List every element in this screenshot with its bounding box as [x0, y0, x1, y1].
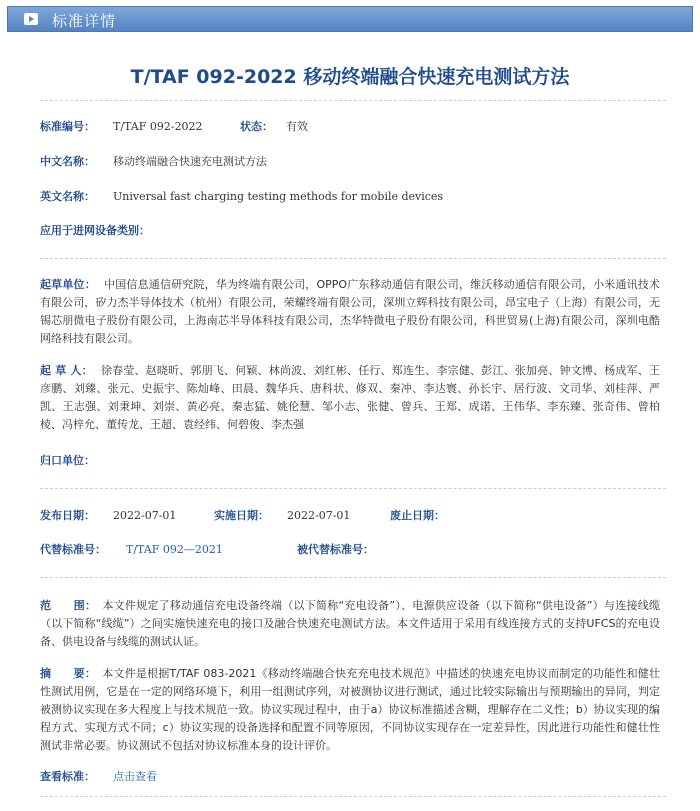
implement-date: 2022-07-01	[287, 509, 351, 522]
abolish-date-label: 废止日期：	[390, 509, 445, 522]
owner-unit-row	[40, 452, 660, 470]
cn-name: 移动终端融合快速充电测试方法	[113, 155, 267, 168]
replaces-row	[40, 541, 660, 559]
divider	[40, 258, 666, 259]
publish-date-label: 发布日期：	[40, 509, 95, 522]
en-name-label: 英文名称：	[40, 190, 95, 203]
status-label: 状态：	[240, 120, 273, 133]
header-title: 标准详情	[52, 12, 117, 30]
drafters-block	[40, 362, 660, 434]
dates-row	[40, 507, 660, 525]
replaces-link[interactable]: T/TAF 092—2021	[126, 543, 223, 556]
standard-number-label: 标准编号：	[40, 120, 95, 133]
divider	[40, 796, 666, 797]
drafters: 徐春莹、赵晓昕、郭朋飞、何颖、林尚波、刘红彬、任行、郑连生、李宗健、彭江、张加亮、钟文博、杨成军、王彦鹏、刘臻、张元、史振宇、陈灿峰、田晨、魏华兵、唐科状、修双、秦冲、李达寰、孙长宇、居行波、文司华、刘桂萍、严凯、王志强、刘秉坤、刘崇、黄必亮、秦志猛、姚伦慧、邹小志、张健、曾兵、王郑、成诺、王伟华、李东臻、张奇伟、曾柏棱、冯梓允、董传龙、王超、袁经纬、何碧俊、李杰强	[40, 364, 660, 431]
drafting-units-block	[40, 276, 660, 348]
abstract-block	[40, 665, 660, 755]
scope: 本文件规定了移动通信充电设备终端（以下简称“充电设备”）、电源供应设备（以下简称“供电设备”）与连接线缆（以下简称“线缆”）之间实施快速充电的接口及融合快速充电测试方法。本文件适用于采用有线连接方式的支持UFCS的充电设备、供电设备与线缆的测试认证。	[40, 599, 660, 648]
divider	[40, 488, 666, 489]
header-bar	[7, 6, 693, 32]
view-standard-link[interactable]: 点击查看	[113, 770, 157, 783]
divider	[40, 100, 666, 101]
publish-date: 2022-07-01	[113, 509, 177, 522]
page-title: T/TAF 092-2022 移动终端融合快速充电测试方法	[130, 66, 570, 88]
drafting-units: 中国信息通信研究院，华为终端有限公司，OPPO广东移动通信有限公司，维沃移动通信有限公司，小米通讯技术有限公司，矽力杰半导体技术（杭州）有限公司，荣耀终端有限公司，深圳立辉科技有限公司，昂宝电子（上海）有限公司，无锡芯朋微电子股份有限公司，上海南芯半导体科技有限公司，杰华特微电子股份有限公司，科世贸易(上海)有限公司，深圳电酷网络科技有限公司。	[40, 278, 660, 345]
scope-label: 范 围：	[40, 599, 97, 612]
play-icon	[24, 13, 38, 25]
drafters-label: 起 草 人：	[40, 364, 93, 377]
standard-number-row	[40, 118, 660, 136]
view-standard-label: 查看标准：	[40, 770, 95, 783]
owner-unit-label: 归口单位：	[40, 454, 95, 467]
en-name-row	[40, 188, 660, 206]
abstract-label: 摘 要：	[40, 667, 97, 680]
implement-date-label: 实施日期：	[214, 509, 269, 522]
cn-name-row	[40, 153, 660, 171]
cn-name-label: 中文名称：	[40, 155, 95, 168]
divider	[40, 577, 666, 578]
view-standard-row	[40, 768, 660, 786]
drafting-units-label: 起草单位：	[40, 278, 96, 291]
device-category-label: 应用于进网设备类别：	[40, 224, 150, 237]
replaced-by-label: 被代替标准号：	[297, 543, 374, 556]
replaces-label: 代替标准号：	[40, 543, 106, 556]
device-category-row	[40, 222, 660, 240]
en-name: Universal fast charging testing methods for mobile devices	[113, 190, 444, 203]
scope-block	[40, 597, 660, 651]
status-value: 有效	[286, 120, 308, 133]
standard-number: T/TAF 092-2022	[113, 120, 203, 133]
abstract: 本文件是根据T/TAF 083-2021《移动终端融合快充充电技术规范》中描述的快速充电协议而制定的功能性和健壮性测试用例，它是在一定的网络环境下，利用一组测试序列，对被测协议进行测试，通过比较实际输出与预期输出的异同，判定被测协议实现在多大程度上与技术规范一致。协议实现过程中，由于a）协议标准描述含糊，理解存在二义性；b）协议实现的编程方式、实现方式不同；c）协议实现的设备选择和配置不同等原因，不同协议实现存在一定差异性，因此进行功能性和健壮性测试非常必要。协议测试不包括对协议标准本身的设计评价。	[40, 667, 660, 752]
